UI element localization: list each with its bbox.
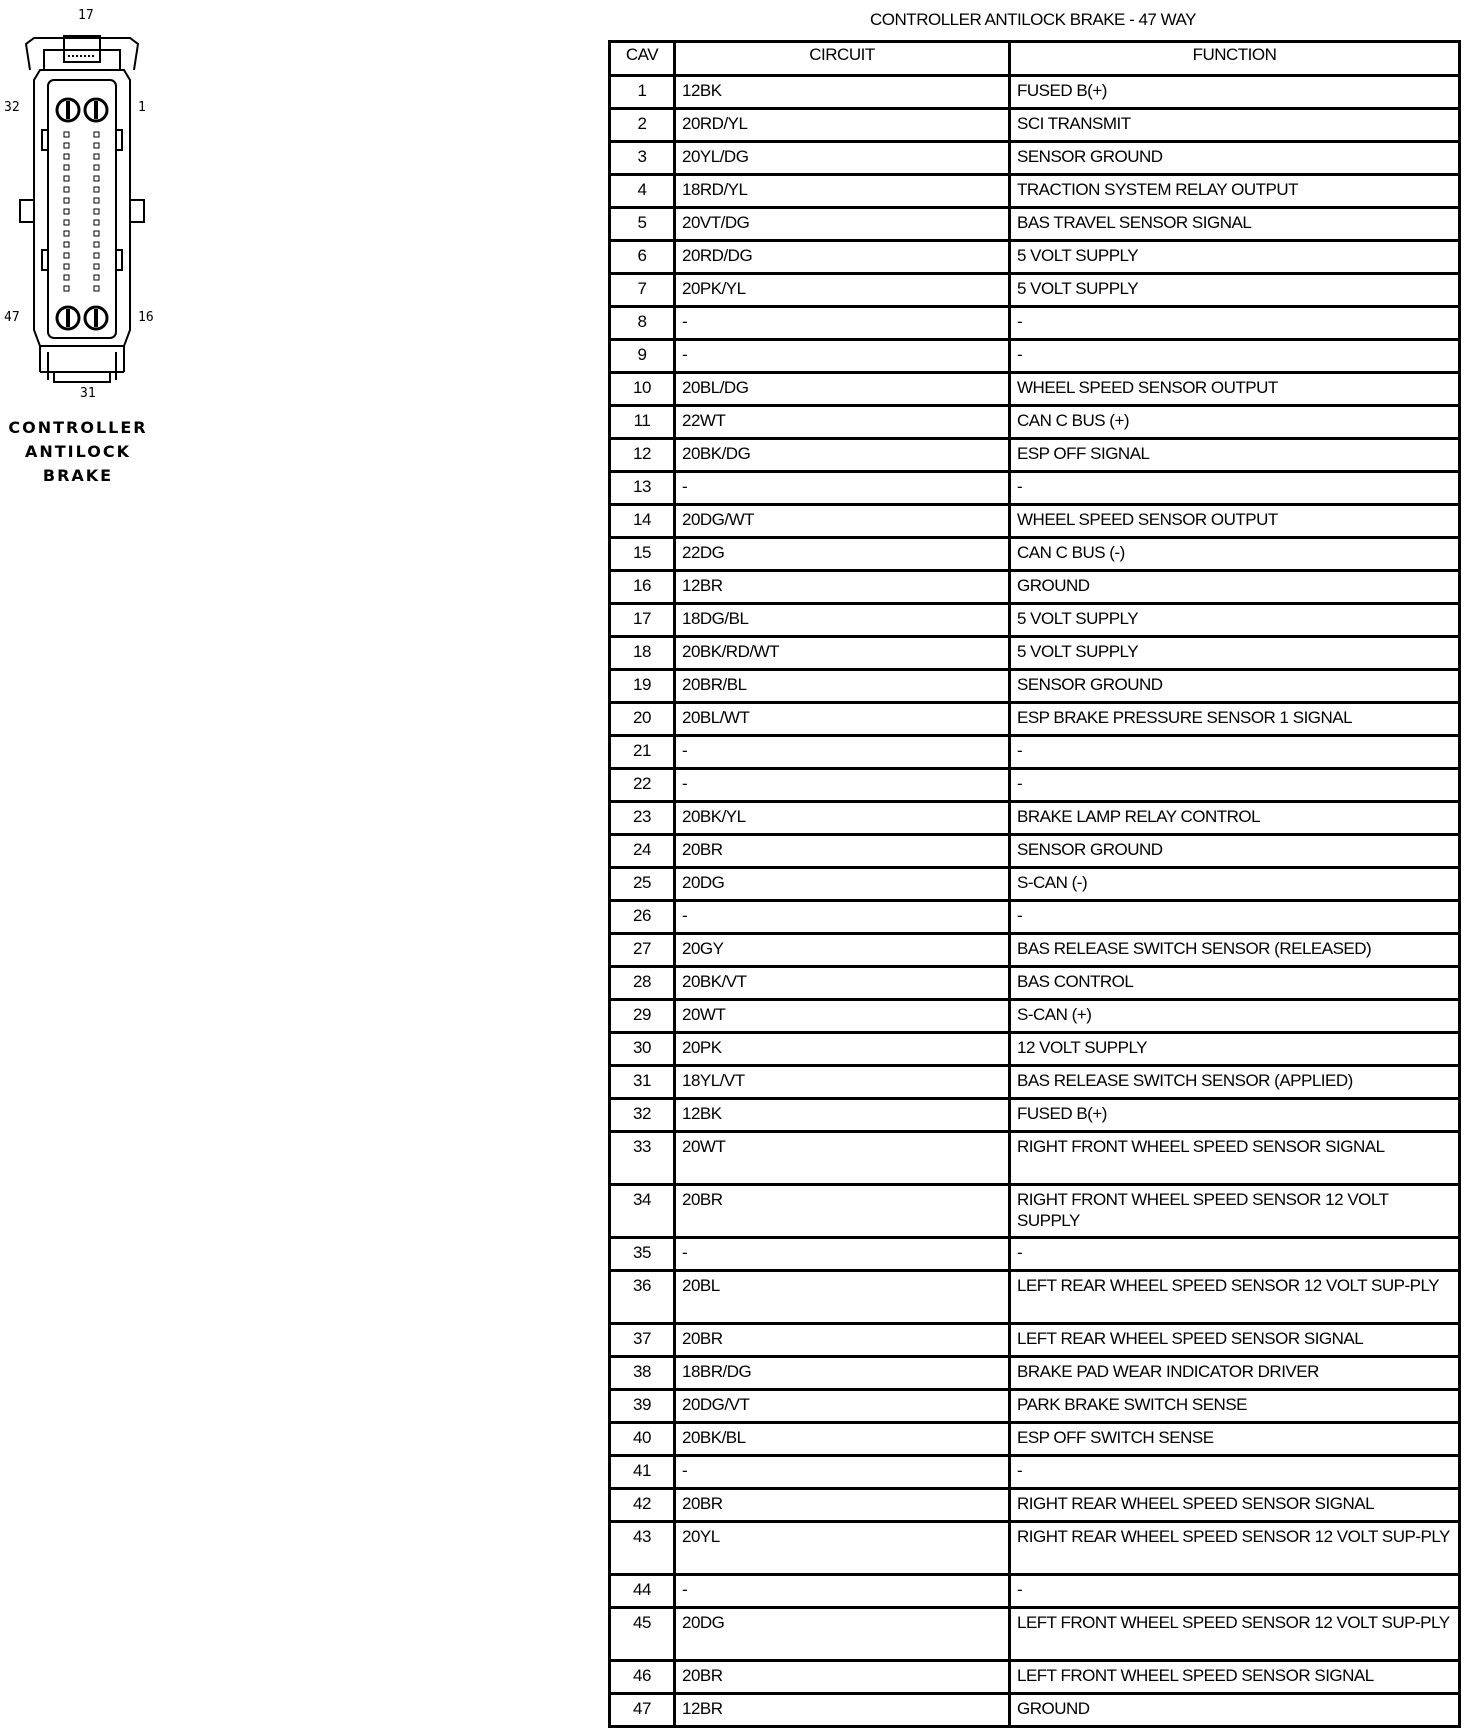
table-row (610, 835, 1460, 868)
cav-cell: 40 (610, 1423, 675, 1456)
function-cell: 12 VOLT SUPPLY (1010, 1033, 1460, 1066)
connector-caption (8, 416, 148, 488)
cav-cell: 9 (610, 340, 675, 373)
circuit-cell: 20BL/DG (675, 373, 1010, 406)
circuit-cell: 20BK/DG (675, 439, 1010, 472)
circuit-cell: 20YL (675, 1522, 1010, 1575)
column-header-cav: CAV (610, 42, 675, 76)
circuit-cell: 20WT (675, 1000, 1010, 1033)
function-cell: RIGHT FRONT WHEEL SPEED SENSOR SIGNAL (1010, 1132, 1460, 1185)
table-row (610, 1033, 1460, 1066)
circuit-cell: - (675, 1575, 1010, 1608)
function-cell: ESP BRAKE PRESSURE SENSOR 1 SIGNAL (1010, 703, 1460, 736)
circuit-cell: 20DG (675, 868, 1010, 901)
table-row (610, 1608, 1460, 1661)
cav-cell: 27 (610, 934, 675, 967)
circuit-cell: 18RD/YL (675, 175, 1010, 208)
function-cell: LEFT FRONT WHEEL SPEED SENSOR SIGNAL (1010, 1661, 1460, 1694)
function-cell: - (1010, 1575, 1460, 1608)
circuit-cell: 18BR/DG (675, 1357, 1010, 1390)
cav-cell: 42 (610, 1489, 675, 1522)
pin-label-upper-left: 32 (4, 100, 20, 115)
table-row (610, 1661, 1460, 1694)
cav-cell: 7 (610, 274, 675, 307)
cav-cell: 47 (610, 1694, 675, 1727)
table-row (610, 175, 1460, 208)
table-row (610, 76, 1460, 109)
pin-label-top: 17 (78, 8, 94, 23)
cav-cell: 22 (610, 769, 675, 802)
function-cell: GROUND (1010, 1694, 1460, 1727)
table-row (610, 241, 1460, 274)
function-cell: - (1010, 769, 1460, 802)
circuit-cell: 12BK (675, 1099, 1010, 1132)
circuit-cell: - (675, 1456, 1010, 1489)
circuit-cell: 12BK (675, 76, 1010, 109)
table-row (610, 1185, 1460, 1238)
cav-cell: 15 (610, 538, 675, 571)
table-row (610, 274, 1460, 307)
function-cell: BRAKE LAMP RELAY CONTROL (1010, 802, 1460, 835)
table-row (610, 1271, 1460, 1324)
circuit-cell: 22WT (675, 406, 1010, 439)
function-cell: WHEEL SPEED SENSOR OUTPUT (1010, 505, 1460, 538)
circuit-cell: 20BK/RD/WT (675, 637, 1010, 670)
circuit-cell: 22DG (675, 538, 1010, 571)
circuit-cell: 20DG/WT (675, 505, 1010, 538)
cav-cell: 6 (610, 241, 675, 274)
circuit-cell: 20GY (675, 934, 1010, 967)
cav-cell: 3 (610, 142, 675, 175)
table-row (610, 901, 1460, 934)
cav-cell: 13 (610, 472, 675, 505)
table-row (610, 637, 1460, 670)
function-cell: RIGHT REAR WHEEL SPEED SENSOR 12 VOLT SUP-PLY (1010, 1522, 1460, 1575)
function-cell: 5 VOLT SUPPLY (1010, 274, 1460, 307)
cav-cell: 29 (610, 1000, 675, 1033)
table-row (610, 472, 1460, 505)
function-cell: - (1010, 340, 1460, 373)
cav-cell: 21 (610, 736, 675, 769)
cav-cell: 39 (610, 1390, 675, 1423)
function-cell: ESP OFF SWITCH SENSE (1010, 1423, 1460, 1456)
function-cell: ESP OFF SIGNAL (1010, 439, 1460, 472)
table-row (610, 406, 1460, 439)
circuit-cell: - (675, 769, 1010, 802)
cav-cell: 19 (610, 670, 675, 703)
function-cell: BAS CONTROL (1010, 967, 1460, 1000)
circuit-cell: - (675, 1238, 1010, 1271)
caption-line: BRAKE (42, 466, 114, 485)
table-title: CONTROLLER ANTILOCK BRAKE - 47 WAY (870, 10, 1196, 29)
cav-cell: 31 (610, 1066, 675, 1099)
cav-cell: 37 (610, 1324, 675, 1357)
table-row (610, 736, 1460, 769)
table-row (610, 1357, 1460, 1390)
cav-cell: 4 (610, 175, 675, 208)
function-cell: GROUND (1010, 571, 1460, 604)
table-row (610, 373, 1460, 406)
table-row (610, 439, 1460, 472)
function-cell: LEFT FRONT WHEEL SPEED SENSOR 12 VOLT SUP-PLY (1010, 1608, 1460, 1661)
cav-cell: 23 (610, 802, 675, 835)
cav-cell: 1 (610, 76, 675, 109)
function-cell: - (1010, 472, 1460, 505)
cav-cell: 16 (610, 571, 675, 604)
function-cell: BRAKE PAD WEAR INDICATOR DRIVER (1010, 1357, 1460, 1390)
table-row (610, 1132, 1460, 1185)
cav-cell: 35 (610, 1238, 675, 1271)
circuit-cell: - (675, 472, 1010, 505)
connector-diagram (0, 0, 170, 500)
connector-drawing (0, 0, 170, 400)
table-row (610, 802, 1460, 835)
circuit-cell: 20WT (675, 1132, 1010, 1185)
circuit-cell: 18DG/BL (675, 604, 1010, 637)
function-cell: - (1010, 1238, 1460, 1271)
table-row (610, 142, 1460, 175)
circuit-cell: - (675, 901, 1010, 934)
function-cell: LEFT REAR WHEEL SPEED SENSOR 12 VOLT SUP-PLY (1010, 1271, 1460, 1324)
function-cell: - (1010, 901, 1460, 934)
table-row (610, 340, 1460, 373)
table-row (610, 868, 1460, 901)
table-row (610, 604, 1460, 637)
function-cell: SENSOR GROUND (1010, 835, 1460, 868)
table-row (610, 967, 1460, 1000)
circuit-cell: 20DG/VT (675, 1390, 1010, 1423)
cav-cell: 28 (610, 967, 675, 1000)
cav-cell: 11 (610, 406, 675, 439)
cav-cell: 46 (610, 1661, 675, 1694)
cav-cell: 30 (610, 1033, 675, 1066)
cav-cell: 44 (610, 1575, 675, 1608)
table-header-row (610, 42, 1460, 76)
circuit-cell: 20BL (675, 1271, 1010, 1324)
cav-cell: 20 (610, 703, 675, 736)
cav-cell: 25 (610, 868, 675, 901)
function-cell: RIGHT REAR WHEEL SPEED SENSOR SIGNAL (1010, 1489, 1460, 1522)
column-header-function: FUNCTION (1010, 42, 1460, 76)
table-row (610, 769, 1460, 802)
pin-label-lower-left: 47 (4, 310, 20, 325)
table-row (610, 1423, 1460, 1456)
circuit-cell: 20YL/DG (675, 142, 1010, 175)
function-cell: WHEEL SPEED SENSOR OUTPUT (1010, 373, 1460, 406)
pin-label-upper-right: 1 (138, 100, 146, 115)
caption-line: CONTROLLER (8, 418, 148, 437)
table-row (610, 703, 1460, 736)
function-cell: CAN C BUS (-) (1010, 538, 1460, 571)
circuit-cell: 18YL/VT (675, 1066, 1010, 1099)
table-row (610, 307, 1460, 340)
function-cell: SCI TRANSMIT (1010, 109, 1460, 142)
cav-cell: 32 (610, 1099, 675, 1132)
circuit-cell: 20RD/DG (675, 241, 1010, 274)
cav-cell: 10 (610, 373, 675, 406)
function-cell: CAN C BUS (+) (1010, 406, 1460, 439)
table-row (610, 538, 1460, 571)
table-row (610, 1099, 1460, 1132)
function-cell: SENSOR GROUND (1010, 670, 1460, 703)
circuit-cell: 20VT/DG (675, 208, 1010, 241)
cav-cell: 17 (610, 604, 675, 637)
cav-cell: 43 (610, 1522, 675, 1575)
function-cell: SENSOR GROUND (1010, 142, 1460, 175)
pin-label-bottom: 31 (80, 386, 96, 401)
column-header-circuit: CIRCUIT (675, 42, 1010, 76)
table-row (610, 1694, 1460, 1727)
circuit-cell: 20PK (675, 1033, 1010, 1066)
circuit-cell: 20BL/WT (675, 703, 1010, 736)
circuit-cell: 20BR (675, 1489, 1010, 1522)
pin-label-lower-right: 16 (138, 310, 154, 325)
cav-cell: 41 (610, 1456, 675, 1489)
table-row (610, 109, 1460, 142)
cav-cell: 2 (610, 109, 675, 142)
circuit-cell: 20PK/YL (675, 274, 1010, 307)
table-row (610, 505, 1460, 538)
cav-cell: 34 (610, 1185, 675, 1238)
function-cell: FUSED B(+) (1010, 76, 1460, 109)
cav-cell: 5 (610, 208, 675, 241)
function-cell: 5 VOLT SUPPLY (1010, 637, 1460, 670)
table-row (610, 1522, 1460, 1575)
circuit-cell: 20BR/BL (675, 670, 1010, 703)
cav-cell: 8 (610, 307, 675, 340)
function-cell: BAS TRAVEL SENSOR SIGNAL (1010, 208, 1460, 241)
circuit-cell: 20BR (675, 1324, 1010, 1357)
table-row (610, 670, 1460, 703)
function-cell: FUSED B(+) (1010, 1099, 1460, 1132)
function-cell: TRACTION SYSTEM RELAY OUTPUT (1010, 175, 1460, 208)
table-row (610, 1324, 1460, 1357)
circuit-cell: 20BR (675, 835, 1010, 868)
cav-cell: 33 (610, 1132, 675, 1185)
cav-cell: 45 (610, 1608, 675, 1661)
table-row (610, 571, 1460, 604)
table-row (610, 1238, 1460, 1271)
cav-cell: 26 (610, 901, 675, 934)
table-row (610, 1000, 1460, 1033)
table-row (610, 1575, 1460, 1608)
circuit-cell: 12BR (675, 1694, 1010, 1727)
circuit-cell: 20BR (675, 1185, 1010, 1238)
circuit-cell: 20RD/YL (675, 109, 1010, 142)
table-row (610, 1390, 1460, 1423)
table-row (610, 1489, 1460, 1522)
caption-line: ANTILOCK (24, 442, 131, 461)
cav-cell: 24 (610, 835, 675, 868)
table-row (610, 934, 1460, 967)
cav-cell: 18 (610, 637, 675, 670)
function-cell: BAS RELEASE SWITCH SENSOR (APPLIED) (1010, 1066, 1460, 1099)
circuit-cell: 20BK/YL (675, 802, 1010, 835)
pinout-table (608, 40, 1461, 1728)
circuit-cell: 20BK/VT (675, 967, 1010, 1000)
function-cell: S-CAN (-) (1010, 868, 1460, 901)
circuit-cell: 20BK/BL (675, 1423, 1010, 1456)
cav-cell: 12 (610, 439, 675, 472)
table-body (610, 76, 1460, 1727)
circuit-cell: - (675, 307, 1010, 340)
function-cell: - (1010, 1456, 1460, 1489)
cav-cell: 14 (610, 505, 675, 538)
function-cell: S-CAN (+) (1010, 1000, 1460, 1033)
function-cell: LEFT REAR WHEEL SPEED SENSOR SIGNAL (1010, 1324, 1460, 1357)
table-row (610, 1066, 1460, 1099)
function-cell: BAS RELEASE SWITCH SENSOR (RELEASED) (1010, 934, 1460, 967)
circuit-cell: - (675, 736, 1010, 769)
circuit-cell: 20DG (675, 1608, 1010, 1661)
function-cell: RIGHT FRONT WHEEL SPEED SENSOR 12 VOLT SUPPLY (1010, 1185, 1460, 1238)
circuit-cell: 20BR (675, 1661, 1010, 1694)
table-row (610, 1456, 1460, 1489)
table-row (610, 208, 1460, 241)
function-cell: 5 VOLT SUPPLY (1010, 241, 1460, 274)
function-cell: 5 VOLT SUPPLY (1010, 604, 1460, 637)
function-cell: - (1010, 307, 1460, 340)
cav-cell: 38 (610, 1357, 675, 1390)
function-cell: PARK BRAKE SWITCH SENSE (1010, 1390, 1460, 1423)
function-cell: - (1010, 736, 1460, 769)
circuit-cell: 12BR (675, 571, 1010, 604)
circuit-cell: - (675, 340, 1010, 373)
cav-cell: 36 (610, 1271, 675, 1324)
